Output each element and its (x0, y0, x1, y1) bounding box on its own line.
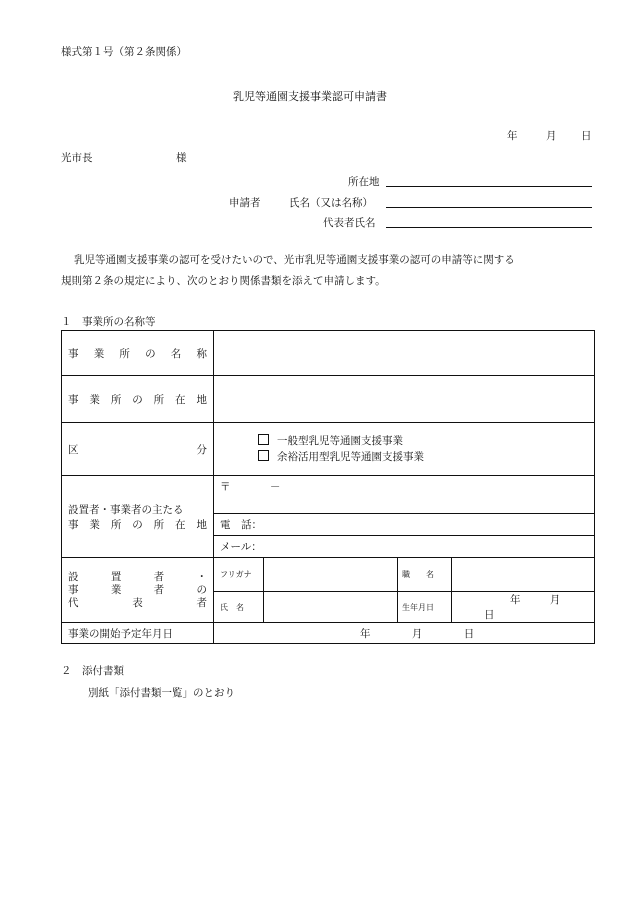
rep-name-label: 氏 名 (214, 592, 264, 623)
addressee-name: 光市長 (61, 152, 93, 164)
facility-table (61, 330, 595, 644)
applicant-address-label: 所在地 (348, 176, 380, 188)
category-option-general[interactable]: 一般型乳児等通園支援事業 (258, 433, 588, 449)
form-number: 様式第１号（第２条関係） (61, 46, 187, 58)
start-date-field[interactable] (214, 623, 595, 644)
phone-field[interactable]: 電 話： (214, 514, 595, 536)
birth-month: 月 (549, 594, 561, 606)
addressee-honorific: 様 (176, 152, 187, 164)
start-year: 年 (360, 627, 371, 640)
applicant-rep-line[interactable] (386, 227, 592, 228)
facility-name-label (62, 331, 214, 376)
postal-mark: 〒 (220, 481, 231, 493)
section1-title: １ 事業所の名称等 (61, 316, 156, 328)
body-text-line1: 乳児等通園支援事業の認可を受けたいので、光市乳児等通園支援事業の認可の申請等に関する (74, 254, 515, 266)
facility-address-label: 事 業 所 の 所 在 地 (62, 376, 214, 423)
founder-address-label: 設置者・事業者の主たる 事 業 所 の 所 在 地 (62, 476, 214, 558)
birthdate-label: 生年月日 (398, 592, 452, 623)
section2-text: 別紙「添付書類一覧」のとおり (88, 687, 235, 699)
document-title: 乳児等通園支援事業認可申請書 (233, 90, 387, 103)
checkbox-general[interactable] (258, 434, 269, 445)
date-day: 日 (581, 130, 592, 142)
postal-dash: － (269, 481, 281, 493)
category-label: 区 分 (62, 423, 214, 476)
email-field[interactable]: メール： (214, 536, 595, 558)
birth-day: 日 (484, 609, 495, 621)
applicant-rep-label: 代表者氏名 (323, 217, 376, 229)
birth-year: 年 (510, 594, 521, 606)
applicant-label: 申請者 (229, 197, 261, 209)
position-label: 職 名 (398, 558, 452, 592)
applicant-address-line[interactable] (386, 186, 592, 187)
furigana-field[interactable] (264, 558, 398, 592)
category-field (214, 423, 595, 476)
rep-name-field[interactable] (264, 592, 398, 623)
date-month: 月 (546, 130, 557, 142)
facility-name-field[interactable] (214, 331, 595, 376)
applicant-name-label: 氏名（又は名称） (289, 197, 373, 209)
facility-address-field[interactable] (214, 376, 595, 423)
section2-title: ２ 添付書類 (61, 665, 124, 677)
checkbox-surplus[interactable] (258, 450, 269, 461)
representative-label: 設 置 者 ・ 事 業 者 の 代 表 者 (62, 558, 214, 623)
category-option-surplus[interactable]: 余裕活用型乳児等通園支援事業 (258, 449, 588, 465)
facility-name-label-text: 事 業 所 の 名 称 (68, 347, 207, 360)
position-field[interactable] (452, 558, 595, 592)
body-text-line2: 規則第２条の規定により、次のとおり関係書類を添えて申請します。 (61, 275, 386, 287)
applicant-name-line[interactable] (386, 207, 592, 208)
furigana-label: フリガナ (214, 558, 264, 592)
start-month: 月 (411, 627, 423, 640)
date-year: 年 (507, 130, 518, 142)
birthdate-field[interactable] (452, 592, 595, 623)
start-date-label: 事業の開始予定年月日 (62, 623, 214, 644)
start-day: 日 (463, 627, 475, 640)
postal-field[interactable] (214, 476, 595, 514)
